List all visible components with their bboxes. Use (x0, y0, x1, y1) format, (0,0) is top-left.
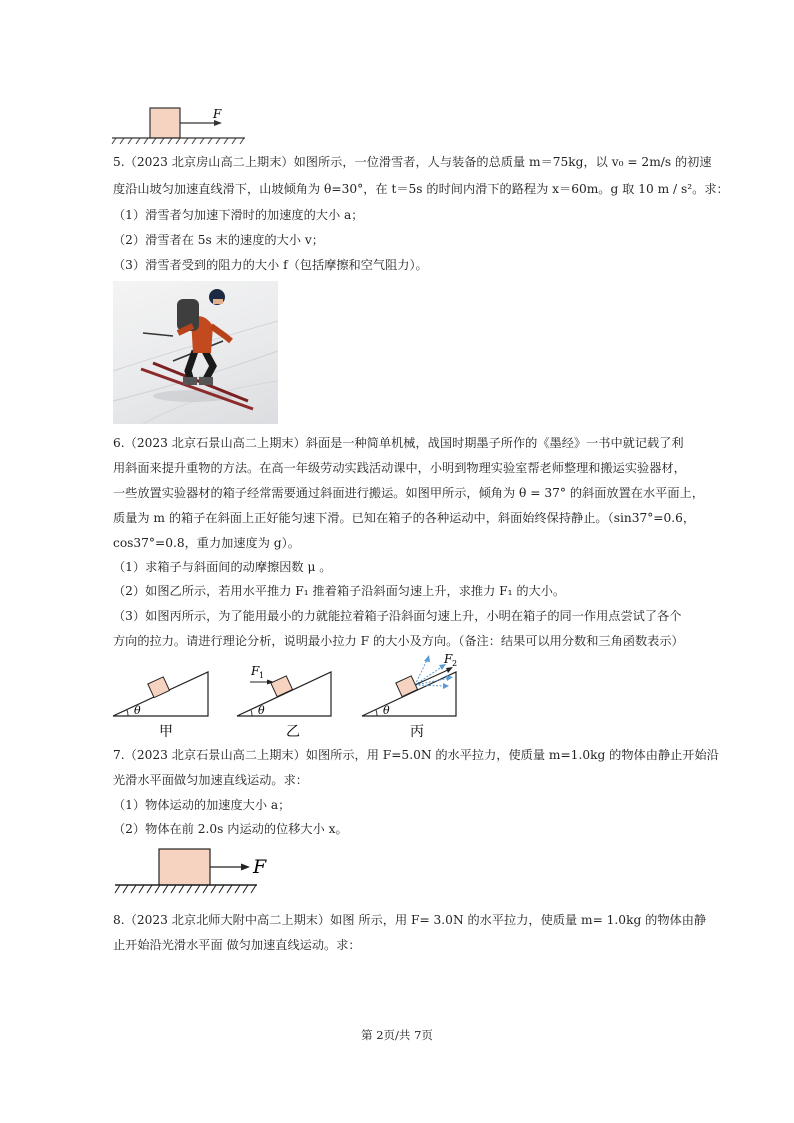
figure-block-force-2 (112, 845, 282, 897)
q6-sub2: （2）如图乙所示，若用水平推力 F₁ 推着箱子沿斜面匀速上升，求推力 F₁ 的大小。 (113, 584, 566, 598)
q5-line2: 度沿山坡匀加速直线滑下，山坡倾角为 θ=30°，在 t＝5s 的时间内滑下的路程为 x＝60m。g 取 10 m / s²。求： (113, 182, 729, 196)
theta-label-yi: θ (258, 704, 265, 717)
q7-line2: 光滑水平面做匀加速直线运动。求： (113, 773, 308, 787)
theta-label-jia: θ (134, 704, 141, 717)
figure-block-force (110, 100, 260, 145)
q6-sub3a: （3）如图丙所示，为了能用最小的力就能拉着箱子沿斜面匀速上升，小明在箱子的同一作用点尝试了各个 (113, 609, 682, 623)
block (159, 849, 210, 885)
q5-sub1: （1）滑雪者匀加速下滑时的加速度的大小 a； (113, 208, 364, 222)
f2-subscript: 2 (452, 659, 458, 668)
q6-sub1: （1）求箱子与斜面间的动摩擦因数 μ 。 (113, 560, 332, 574)
page-footer: 第 2页/共 7页 (361, 1028, 433, 1042)
q8-line2: 止开始沿光滑水平面 做匀加速直线运动。求： (113, 938, 361, 952)
q5-sub3: （3）滑雪者受到的阻力的大小 f（包括摩擦和空气阻力）。 (113, 258, 428, 272)
force-label: F (213, 107, 222, 121)
label-bing: 丙 (410, 724, 424, 740)
q6-sub3b: 方向的拉力。请进行理论分析，说明最小拉力 F 的大小及方向。（备注：结果可以用分数和三角函数表示） (113, 634, 684, 648)
skier-photo (113, 281, 278, 424)
theta-label-bing: θ (383, 704, 390, 717)
q7-sub2: （2）物体在前 2.0s 内运动的位移大小 x。 (113, 822, 348, 836)
q6-line2: 用斜面来提升重物的方法。在高一年级劳动实践活动课中，小明到物理实验室帮老师整理和搬运实验器材， (113, 461, 686, 475)
figure-inclines (110, 652, 470, 742)
label-jia: 甲 (159, 724, 173, 740)
incline-yi (237, 664, 331, 740)
incline-jia (113, 672, 208, 740)
ground-hatch (115, 885, 256, 893)
block (150, 108, 180, 138)
f1-subscript: 1 (259, 671, 265, 680)
q6-line5: cos37°=0.8，重力加速度为 g）。 (113, 536, 300, 550)
q6-line4: 质量为 m 的箱子在斜面上正好能匀速下滑。已知在箱子的各种运动中，斜面始终保持静止。（sin37°=0.6， (113, 511, 696, 525)
q7-sub1: （1）物体运动的加速度大小 a； (113, 798, 291, 812)
force-label: F (253, 856, 267, 878)
ground-hatch (112, 138, 244, 144)
f2-label: F (444, 652, 453, 666)
q7-line1: 7.（2023 北京石景山高二上期末）如图所示，用 F=5.0N 的水平拉力，使质量 m=1.0kg 的物体由静止开始沿 (113, 748, 719, 762)
q6-line3: 一些放置实验器材的箱子经常需要通过斜面进行搬运。如图甲所示，倾角为 θ = 37° 的斜面放置在水平面上， (113, 486, 704, 500)
force-arrowhead (241, 864, 250, 871)
q6-line1: 6.（2023 北京石景山高二上期末）斜面是一种简单机械，战国时期墨子所作的《墨经》一书中就记载了利 (113, 436, 684, 450)
q5-sub2: （2）滑雪者在 5s 末的速度的大小 v； (113, 233, 324, 247)
incline-bing (362, 652, 457, 740)
q5-line1: 5.（2023 北京房山高二上期末）如图所示，一位滑雪者，人与装备的总质量 m＝75kg，以 v₀ = 2m/s 的初速 (113, 155, 712, 169)
label-yi: 乙 (286, 724, 300, 740)
q8-line1: 8.（2023 北京北师大附中高二上期末）如图 所示，用 F= 3.0N 的水平拉力，使质量 m= 1.0kg 的物体由静 (113, 913, 707, 927)
f1-label: F (251, 664, 260, 678)
